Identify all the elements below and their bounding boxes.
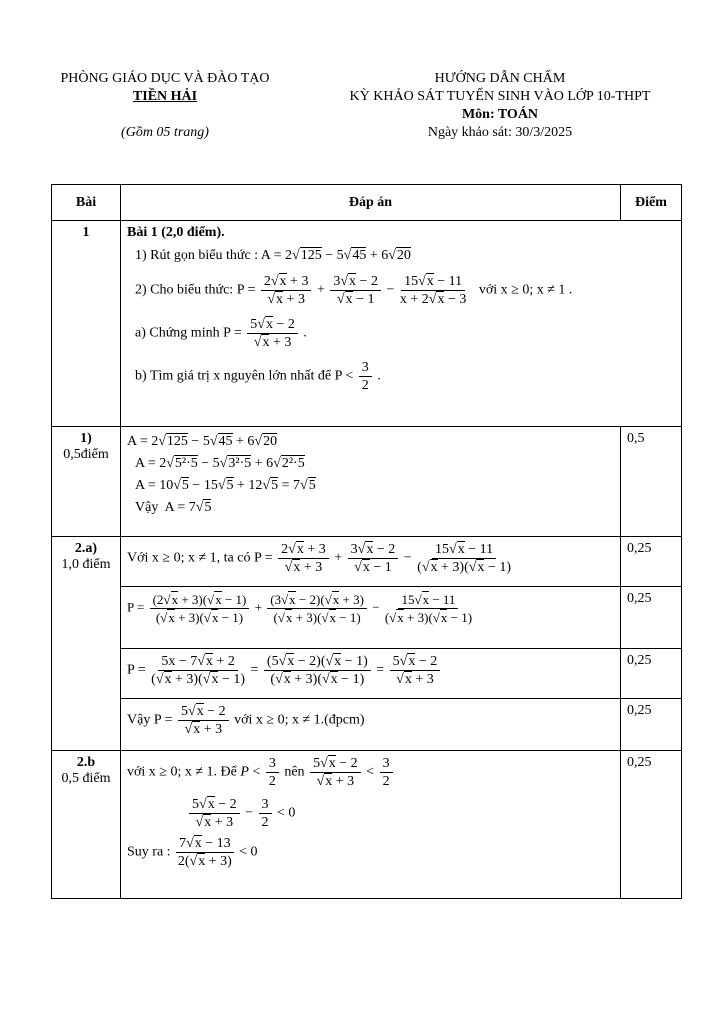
question-2a: a) Chứng minh P = $\frac{5√x - 2}{√x + 3}$ .	[135, 317, 307, 350]
answer-1: A = 2√125 − 5√45 + 6√20 A = 2√5²·5 − 5√3²·5 + 6√2²·5 A = 10√5 − 15√5 + 12√5 = 7√5 Vậy A = 7√5	[121, 427, 621, 537]
score-2a-2: 0,25	[621, 587, 682, 649]
question-1: 1) Rút gọn biểu thức : A = 2√125 − 5√45 + 6√20	[135, 248, 411, 263]
score-2a-4: 0,25	[621, 699, 682, 751]
doc-title: HƯỚNG DẪN CHẤM	[434, 71, 566, 86]
answer-2a-step3: P = $\frac{5x - 7√x + 2}{(√x + 3)(√x - 1)}$ = $\frac{(5√x - 2)(√x - 1)}{(√x + 3)(√x - 1)}$ = $\frac{5√x - 2}{√x + 3}$	[121, 649, 621, 699]
exam-date: Ngày khảo sát: 30/3/2025	[427, 125, 573, 140]
question-content	[121, 221, 682, 427]
col-bai: Bài	[52, 185, 121, 221]
answer-2b: với x ≥ 0; x ≠ 1. Để P < $\frac{3}{2}$ nên $\frac{5√x - 2}{√x + 3}$ < $\frac{3}{2}$ $\frac{5√x - 2}{√x + 3}$ − $\frac{3}{2}$ < 0 Suy ra : $\frac{7√x - 13}{2(√x + 3)}$ < 0	[121, 751, 621, 899]
col-dapan: Đáp án	[121, 185, 621, 221]
answer-row-2a-2	[52, 587, 682, 649]
answer-2a-step4: Vậy P = $\frac{5√x - 2}{√x + 3}$ với x ≥ 0; x ≠ 1.(đpcm)	[121, 699, 621, 751]
score-2a-3: 0,25	[621, 649, 682, 699]
answer-table	[51, 184, 682, 899]
answer-row-2a-1	[52, 537, 682, 587]
score-2a-1: 0,25	[621, 537, 682, 587]
score-2b: 0,25	[621, 751, 682, 899]
district-name: TIỀN HẢI	[132, 89, 198, 104]
answer-2a-step1: Với x ≥ 0; x ≠ 1, ta có P = $\frac{2√x + 3}{√x + 3}$ + $\frac{3√x - 2}{√x - 1}$ − $\frac{15√x - 11}{(√x + 3)(√x - 1)}$	[121, 537, 621, 587]
table-header-row	[52, 185, 682, 221]
answer-2a-step2: P = $\frac{(2√x + 3)(√x - 1)}{(√x + 3)(√x - 1)}$ + $\frac{(3√x - 2)(√x + 3)}{(√x + 3)(√x - 1)}$ − $\frac{15√x - 11}{(√x + 3)(√x - 1)}$	[121, 587, 621, 649]
answer-row-1	[52, 427, 682, 537]
answer-row-2a-3	[52, 649, 682, 699]
question-2: 2) Cho biểu thức: P = $\frac{2√x + 3}{√x + 3}$ + $\frac{3√x - 2}{√x - 1}$ − $\frac{15√x - 11}{x + 2√x - 3}$ với x ≥ 0; x ≠ 1 .	[135, 274, 573, 307]
score-1: 0,5	[621, 427, 682, 537]
question-row	[52, 221, 682, 427]
answer-row-2a-4	[52, 699, 682, 751]
header-right	[300, 70, 700, 142]
header-left	[40, 70, 290, 142]
exam-name: KỲ KHẢO SÁT TUYỂN SINH VÀO LỚP 10-THPT	[349, 89, 651, 104]
question-2b: b) Tìm giá trị x nguyên lớn nhất để P < $\frac{3}{2}$ .	[135, 360, 381, 393]
part-2a-label: 2.a) 1,0 điểm	[52, 537, 121, 751]
part-2b-label: 2.b 0,5 điểm	[52, 751, 121, 899]
question-number: 1	[52, 221, 121, 427]
answer-row-2b	[52, 751, 682, 899]
col-diem: Điểm	[621, 185, 682, 221]
question-title: Bài 1 (2,0 điểm).	[127, 225, 225, 240]
part-1-label: 1) 0,5điểm	[52, 427, 121, 537]
subject: Môn: TOÁN	[461, 107, 539, 122]
page-count: (Gồm 05 trang)	[121, 125, 209, 140]
dept-name: PHÒNG GIÁO DỤC VÀ ĐÀO TẠO	[60, 71, 270, 86]
